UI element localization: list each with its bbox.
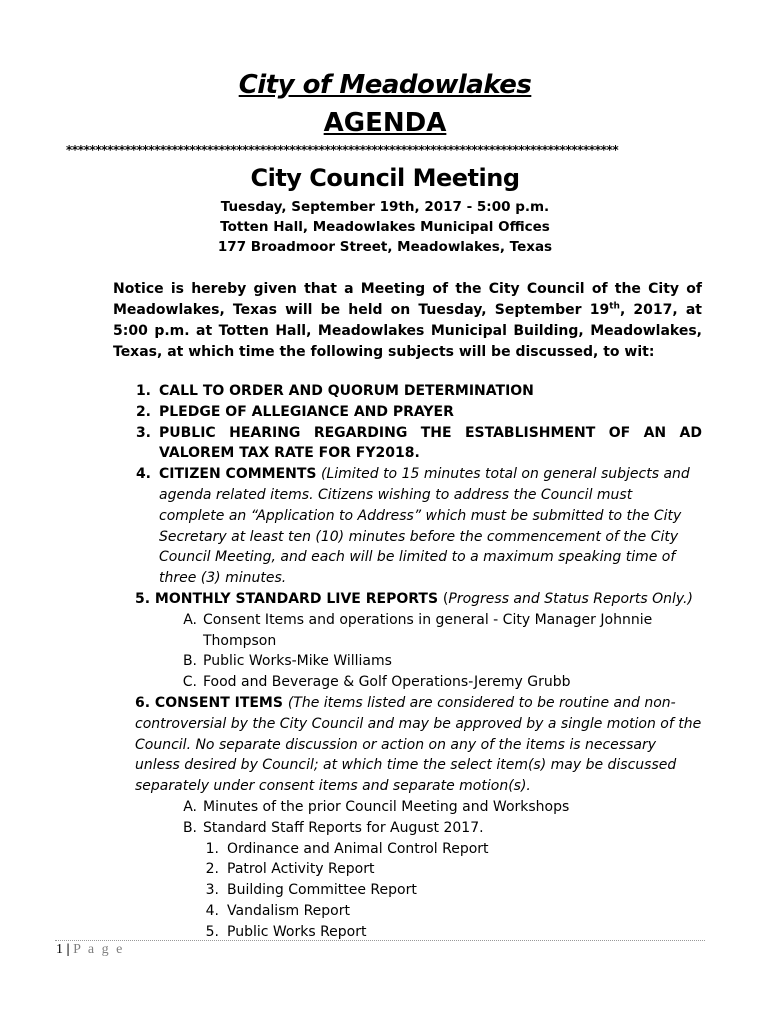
- meeting-address: 177 Broadmoor Street, Meadowlakes, Texas: [217, 239, 553, 255]
- sub-letter: B.: [182, 653, 197, 670]
- sub-letter: B.: [182, 819, 197, 836]
- item-title: CITIZEN COMMENTS: [159, 466, 317, 483]
- meeting-title: City Council Meeting: [250, 164, 520, 192]
- report-number: 1.: [205, 840, 219, 857]
- meeting-date: Tuesday, September 19th, 2017 - 5:00 p.m.: [220, 199, 550, 215]
- report-item-b: [113, 651, 702, 672]
- report-text: Patrol Activity Report: [227, 861, 375, 878]
- footer-separator: |: [66, 942, 70, 957]
- report-item-a: [113, 610, 702, 652]
- sub-letter: C.: [182, 674, 197, 691]
- notice-text-2: , 2017, at 5:00 p.m. at Totten Hall, Meadowlakes Municipal Building, Meadowlakes, Texas, at which time the following subjects will be discussed, to wit:: [113, 302, 702, 360]
- report-text: Vandalism Report: [227, 902, 350, 919]
- sub-text: Consent Items and operations in general - City Manager Johnnie Thompson: [203, 611, 653, 649]
- note-paren: (: [442, 590, 449, 607]
- report-text: Building Committee Report: [227, 882, 417, 899]
- staff-report-4: [113, 901, 702, 922]
- staff-report-3: [113, 880, 702, 901]
- item-text: PUBLIC HEARING REGARDING THE ESTABLISHMENT OF AN AD VALOREM TAX RATE FOR FY2018.: [159, 424, 702, 462]
- item-number: 4.: [135, 466, 151, 483]
- agenda-item-6: [113, 693, 702, 797]
- item-note: (The items listed are considered to be routine and non-controversial by the City Council and may be approved by a single motion of the Council. No separate discussion or action on any of the items is necessary unless desired by Council; at which time the select item(s) may be discussed separately under consent items and separate motion(s).: [135, 694, 702, 795]
- report-text: Public Works Report: [227, 923, 367, 940]
- footer-divider: [55, 940, 705, 941]
- notice-paragraph: [113, 279, 702, 363]
- consent-item-a: [113, 797, 702, 818]
- page-footer: [56, 942, 124, 958]
- sub-letter: A.: [183, 611, 197, 628]
- meeting-location: Totten Hall, Meadowlakes Municipal Offices: [220, 219, 550, 235]
- item-note: Progress and Status Reports Only.): [448, 590, 693, 607]
- item-text: CALL TO ORDER AND QUORUM DETERMINATION: [159, 383, 534, 399]
- sub-text: Standard Staff Reports for August 2017.: [203, 819, 484, 836]
- agenda-item-3: [113, 423, 702, 465]
- item-text: [135, 693, 702, 797]
- report-text: Ordinance and Animal Control Report: [227, 840, 489, 857]
- report-item-c: [113, 672, 702, 693]
- item-number: 2.: [135, 403, 151, 420]
- notice-superscript: th: [609, 301, 620, 312]
- report-number: 5.: [205, 923, 219, 940]
- item-title: 6. CONSENT ITEMS: [135, 694, 283, 711]
- item-title: 5. MONTHLY STANDARD LIVE REPORTS: [135, 590, 439, 607]
- staff-report-1: [113, 839, 702, 860]
- consent-item-b: [113, 818, 702, 839]
- sub-text: Food and Beverage & Golf Operations-Jeremy Grubb: [203, 674, 571, 691]
- asterisk-separator: **********************************************************************************************: [66, 143, 619, 157]
- item-text: [135, 589, 702, 610]
- agenda-item-1: [113, 381, 702, 402]
- agenda-list: [113, 381, 702, 943]
- agenda-item-4: [113, 464, 702, 589]
- sub-text: Public Works-Mike Williams: [203, 653, 392, 670]
- city-title: City of Meadowlakes: [238, 70, 532, 100]
- sub-text: Minutes of the prior Council Meeting and Workshops: [203, 798, 570, 815]
- sub-letter: A.: [183, 798, 197, 815]
- item-text: [159, 464, 702, 589]
- agenda-item-5: [113, 589, 702, 610]
- page-number: 1: [56, 942, 63, 957]
- item-note: (Limited to 15 minutes total on general subjects and agenda related items. Citizens wishing to address the Council must complete an “Application to Address” which must be submitted to the City Secretary at least ten (10) minutes before the commencement of the City Council Meeting, and each will be limited to a maximum speaking time of three (3) minutes.: [159, 466, 690, 587]
- agenda-item-2: [113, 402, 702, 423]
- report-number: 4.: [205, 902, 219, 919]
- page-label: P a g e: [73, 942, 125, 957]
- item-text: PLEDGE OF ALLEGIANCE AND PRAYER: [159, 403, 454, 420]
- item-number: 3.: [135, 424, 151, 441]
- report-number: 3.: [205, 882, 219, 899]
- notice-text-1: Notice is hereby given that a Meeting of the City Council of the City of Meadowlakes, Texas will be held on Tuesday, September 19: [113, 281, 702, 318]
- staff-report-2: [113, 859, 702, 880]
- report-number: 2.: [205, 861, 219, 878]
- item-number: 1.: [135, 383, 151, 399]
- agenda-title: AGENDA: [323, 108, 447, 138]
